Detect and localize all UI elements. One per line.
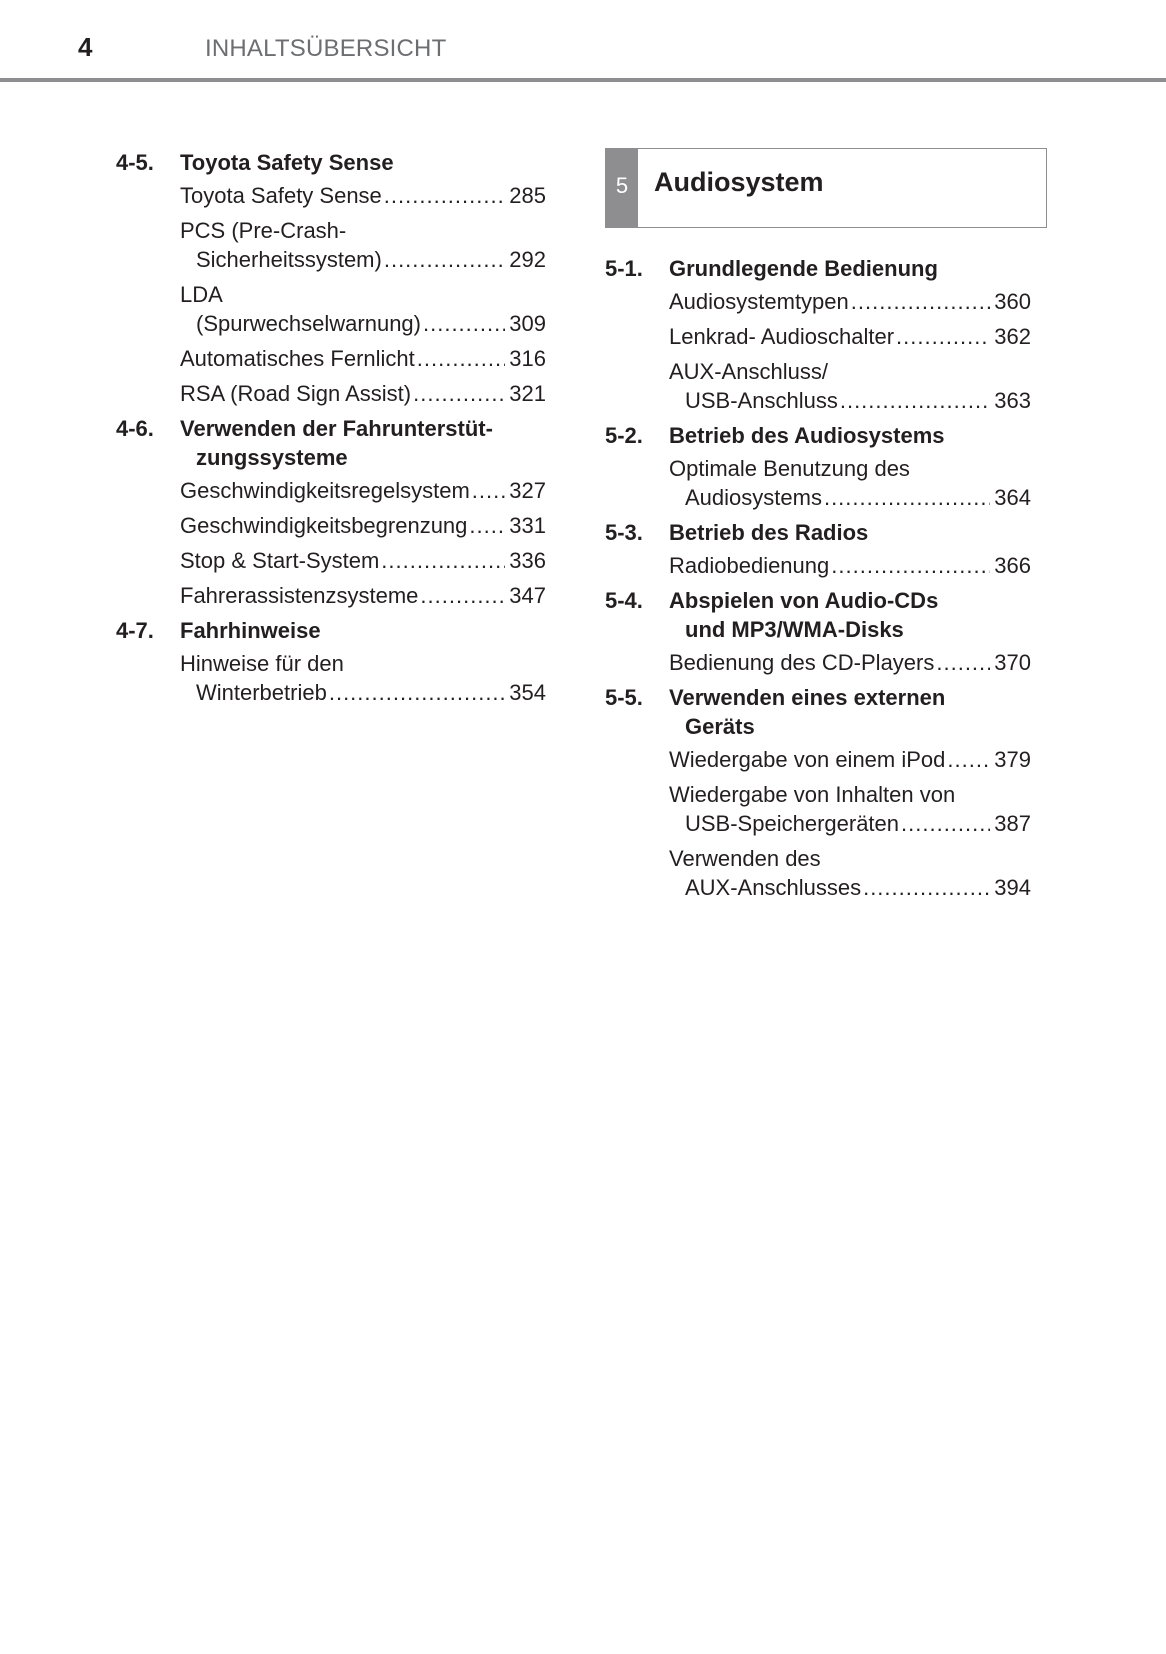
- entry-page-number: 321: [509, 381, 546, 406]
- entry-row: [669, 809, 1031, 838]
- dot-leader: [947, 745, 990, 774]
- entry-row: [669, 287, 1031, 316]
- entry-page-number: 316: [509, 346, 546, 371]
- section-title: [669, 518, 1031, 547]
- entry-label: Geschwindigkeitsregelsystem: [180, 478, 470, 503]
- dot-leader: [423, 309, 505, 338]
- toc-entry[interactable]: [180, 181, 546, 210]
- dot-leader: [851, 287, 991, 316]
- toc-entry[interactable]: [180, 649, 546, 707]
- entry-label: Fahrerassistenzsysteme: [180, 583, 419, 608]
- entry-page-number: 394: [994, 875, 1031, 900]
- section-title-line: Betrieb des Audiosystems: [669, 423, 945, 448]
- toc-entry[interactable]: [669, 844, 1031, 902]
- dot-leader: [472, 476, 506, 505]
- entry-label-line: Wiedergabe von Inhalten von: [669, 782, 956, 807]
- dot-leader: [896, 322, 990, 351]
- entry-label: Audiosystems: [685, 485, 822, 510]
- entry-row: [669, 648, 1031, 677]
- entry-label-line: Optimale Benutzung des: [669, 456, 910, 481]
- entry-row: [180, 379, 546, 408]
- toc-section: [605, 518, 1031, 580]
- section-title-line: Grundlegende Bedienung: [669, 256, 938, 281]
- section-heading[interactable]: [605, 518, 1031, 547]
- entry-label: Toyota Safety Sense: [180, 183, 382, 208]
- dot-leader: [936, 648, 990, 677]
- section-heading[interactable]: [605, 254, 1031, 283]
- section-title: [180, 616, 546, 645]
- dot-leader: [384, 181, 505, 210]
- section-number: 4-5.: [116, 150, 154, 175]
- section-title-line: Verwenden eines externen: [669, 685, 946, 710]
- entry-row: [180, 546, 546, 575]
- entry-page-number: 327: [509, 478, 546, 503]
- section-number: 5-3.: [605, 520, 643, 545]
- entry-label: Stop & Start-System: [180, 548, 380, 573]
- entry-row: [180, 678, 546, 707]
- section-heading[interactable]: [116, 616, 546, 645]
- entry-page-number: 379: [994, 747, 1031, 772]
- toc-section: [605, 421, 1031, 512]
- dot-leader: [831, 551, 990, 580]
- toc-entry[interactable]: [180, 476, 546, 505]
- entry-label: Bedienung des CD-Players: [669, 650, 935, 675]
- section-number: 5-1.: [605, 256, 643, 281]
- entry-label: Lenkrad- Audioschalter: [669, 324, 895, 349]
- toc-section: [116, 414, 546, 610]
- toc-entry[interactable]: [669, 287, 1031, 316]
- entry-page-number: 331: [509, 513, 546, 538]
- section-heading[interactable]: [116, 414, 546, 472]
- toc-entry[interactable]: [669, 780, 1031, 838]
- toc-section: [116, 616, 546, 707]
- section-title-line: Fahrhinweise: [180, 618, 321, 643]
- entry-row: [669, 745, 1031, 774]
- toc-right-sections: [605, 254, 1031, 902]
- toc-entry[interactable]: [180, 379, 546, 408]
- toc-entry[interactable]: [669, 745, 1031, 774]
- entry-label-line: AUX-Anschluss/: [669, 359, 828, 384]
- entry-label: USB-Anschluss: [685, 388, 838, 413]
- toc-right-column: [605, 148, 1031, 908]
- toc-section: [116, 148, 546, 408]
- entry-row: [669, 873, 1031, 902]
- entry-row: [669, 322, 1031, 351]
- entry-label: USB-Speichergeräten: [685, 811, 900, 836]
- entry-row: [180, 476, 546, 505]
- entry-label: Audiosystemtypen: [669, 289, 849, 314]
- toc-entry[interactable]: [180, 280, 546, 338]
- entry-page-number: 336: [509, 548, 546, 573]
- dot-leader: [901, 809, 990, 838]
- header-divider: [0, 78, 1166, 82]
- entry-page-number: 285: [509, 183, 546, 208]
- toc-entry[interactable]: [180, 511, 546, 540]
- page-number: 4: [78, 32, 93, 62]
- dot-leader: [824, 483, 990, 512]
- section-title: [180, 414, 546, 472]
- toc-entry[interactable]: [669, 551, 1031, 580]
- dot-leader: [417, 344, 506, 373]
- entry-row: [180, 581, 546, 610]
- dot-leader: [469, 511, 505, 540]
- entry-label: Sicherheitssystem): [196, 247, 382, 272]
- entry-label: Automatisches Fernlicht: [180, 346, 415, 371]
- toc-entry[interactable]: [669, 357, 1031, 415]
- section-number: 4-7.: [116, 618, 154, 643]
- section-title-line: und MP3/WMA-Disks: [685, 617, 904, 642]
- entry-label-line: LDA: [180, 282, 223, 307]
- entry-page-number: 292: [509, 247, 546, 272]
- section-title-line: Verwenden der Fahrunterstüt-: [180, 416, 493, 441]
- entry-row: [180, 511, 546, 540]
- entry-label: AUX-Anschlusses: [685, 875, 862, 900]
- section-heading[interactable]: [605, 586, 1031, 644]
- section-title-line: zungssysteme: [196, 445, 348, 470]
- header-title: INHALTSÜBERSICHT: [205, 35, 447, 62]
- entry-label: RSA (Road Sign Assist): [180, 381, 412, 406]
- section-title-line: Toyota Safety Sense: [180, 150, 394, 175]
- dot-leader: [329, 678, 505, 707]
- section-heading[interactable]: [116, 148, 546, 177]
- chapter-title: Audiosystem: [654, 167, 824, 197]
- dot-leader: [840, 386, 990, 415]
- dot-leader: [420, 581, 505, 610]
- section-title-line: Abspielen von Audio-CDs: [669, 588, 939, 613]
- section-number: 5-5.: [605, 685, 643, 710]
- entry-page-number: 366: [994, 553, 1031, 578]
- entry-row: [669, 483, 1031, 512]
- entry-page-number: 387: [994, 811, 1031, 836]
- entry-label-line: Hinweise für den: [180, 651, 344, 676]
- toc-entry[interactable]: [669, 648, 1031, 677]
- entry-row: [180, 344, 546, 373]
- toc-entry[interactable]: [669, 454, 1031, 512]
- entry-row: [180, 245, 546, 274]
- chapter-number-tab: 5: [606, 149, 638, 227]
- entry-page-number: 347: [509, 583, 546, 608]
- entry-label: (Spurwechselwarnung): [196, 311, 421, 336]
- dot-leader: [863, 873, 990, 902]
- section-heading[interactable]: [605, 683, 1031, 741]
- entry-label-line: Verwenden des: [669, 846, 821, 871]
- chapter-heading[interactable]: [605, 148, 1047, 228]
- entry-row: [669, 386, 1031, 415]
- entry-page-number: 360: [994, 289, 1031, 314]
- entry-label-line: PCS (Pre-Crash-: [180, 218, 347, 243]
- entry-page-number: 363: [994, 388, 1031, 413]
- entry-label: Winterbetrieb: [196, 680, 327, 705]
- section-title: [669, 586, 1031, 644]
- toc-entry[interactable]: [180, 546, 546, 575]
- entry-label: Wiedergabe von einem iPod: [669, 747, 946, 772]
- section-title-line: Geräts: [685, 714, 755, 739]
- toc-section: [605, 254, 1031, 415]
- entry-label: Radiobedienung: [669, 553, 830, 578]
- entry-row: [669, 551, 1031, 580]
- entry-page-number: 364: [994, 485, 1031, 510]
- section-number: 5-4.: [605, 588, 643, 613]
- section-title: [180, 148, 546, 177]
- section-title-line: Betrieb des Radios: [669, 520, 869, 545]
- dot-leader: [384, 245, 505, 274]
- section-title: [669, 254, 1031, 283]
- toc-left-column: [116, 148, 546, 713]
- toc-section: [605, 586, 1031, 677]
- section-title: [669, 683, 1031, 741]
- section-heading[interactable]: [605, 421, 1031, 450]
- toc-section: [605, 683, 1031, 902]
- entry-page-number: 370: [994, 650, 1031, 675]
- toc-entry[interactable]: [669, 322, 1031, 351]
- dot-leader: [413, 379, 505, 408]
- toc-entry[interactable]: [180, 344, 546, 373]
- page-header: [0, 0, 1166, 84]
- entry-page-number: 309: [509, 311, 546, 336]
- dot-leader: [381, 546, 505, 575]
- entry-page-number: 362: [994, 324, 1031, 349]
- entry-row: [180, 181, 546, 210]
- entry-label: Geschwindigkeitsbegrenzung: [180, 513, 468, 538]
- toc-entry[interactable]: [180, 216, 546, 274]
- section-title: [669, 421, 1031, 450]
- toc-entry[interactable]: [180, 581, 546, 610]
- section-number: 4-6.: [116, 416, 154, 441]
- entry-page-number: 354: [509, 680, 546, 705]
- entry-row: [180, 309, 546, 338]
- section-number: 5-2.: [605, 423, 643, 448]
